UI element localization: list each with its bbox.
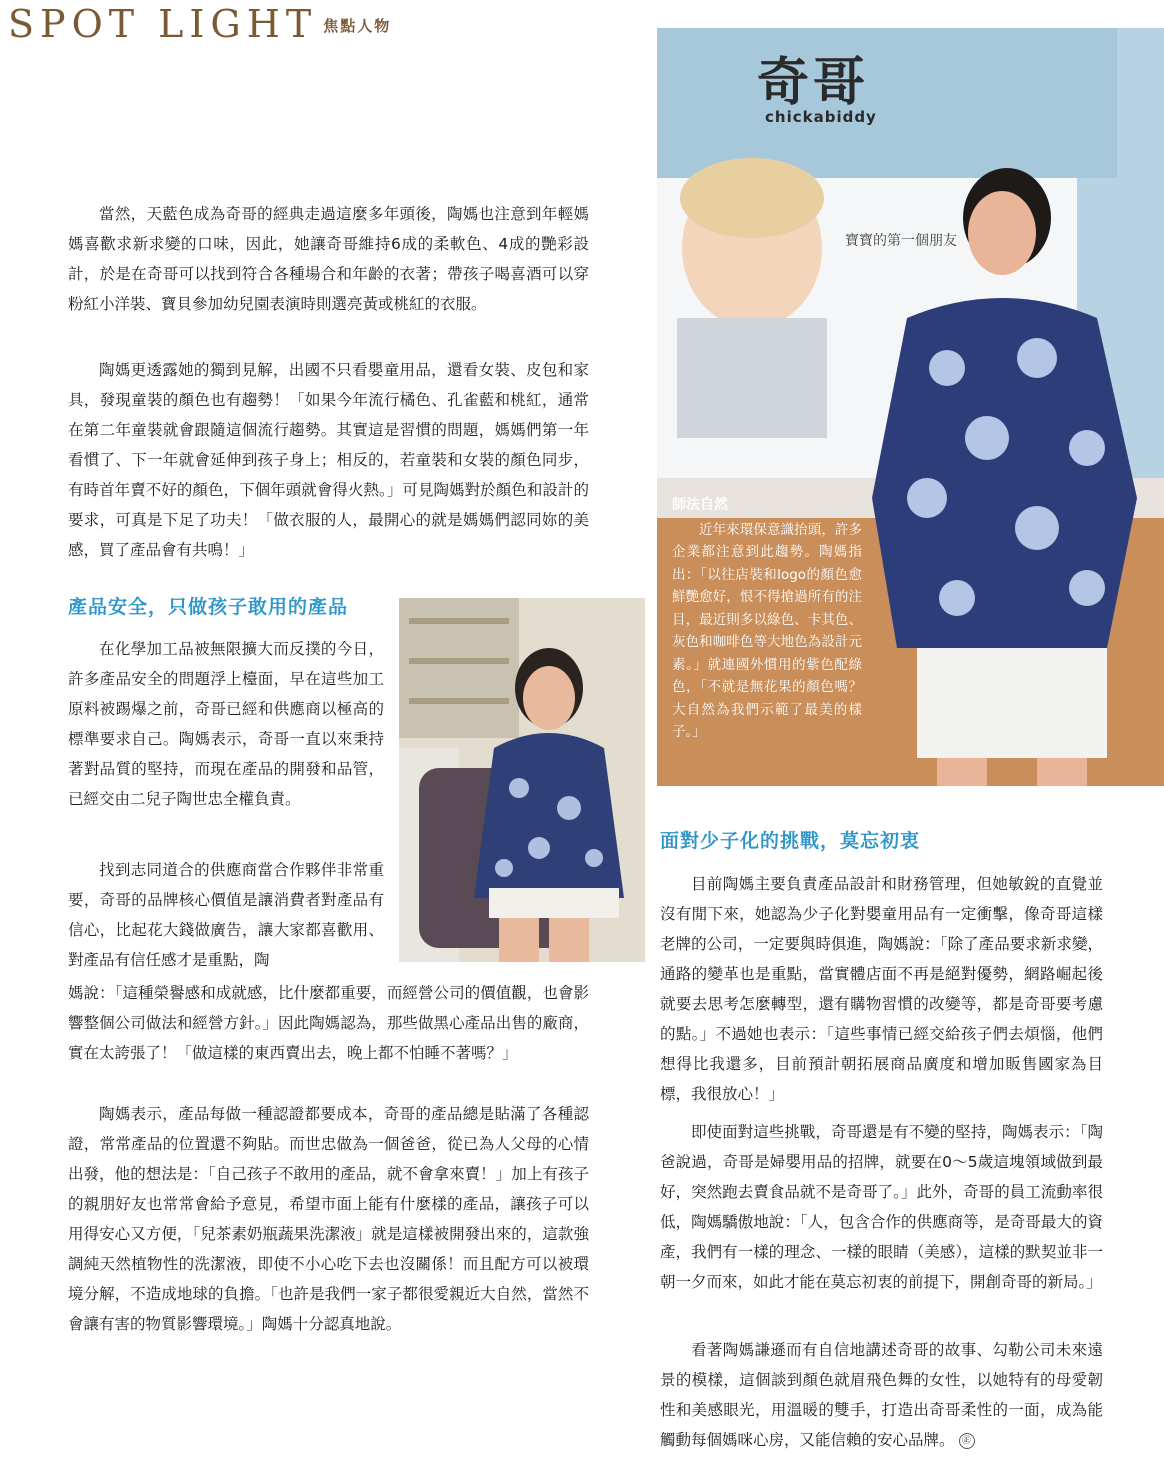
section-heading-safety: 產品安全，只做孩子敢用的產品 [68, 596, 349, 618]
photo-caption [672, 494, 862, 744]
body-paragraph-8 [660, 1335, 1103, 1455]
store-logo-sub: chickabiddy [765, 108, 877, 126]
seated-portrait-image [399, 598, 645, 962]
end-mark-icon: ㊣ [959, 1433, 975, 1449]
body-paragraph-7: 即使面對這些挑戰，奇哥還是有不變的堅持，陶媽表示：「陶爸說過，奇哥是婦嬰用品的招牌，就要在0～5歲這塊領域做到最好，突然跑去賣食品就不是奇哥了。」此外，奇哥的員工流動率很低，陶媽驕傲地說：「人，包含合作的供應商等，是奇哥最大的資產，我們有一樣的理念、一樣的眼睛（美感），這樣的默契並非一朝一夕而來，如此才能在莫忘初衷的前提下，開創奇哥的新局。」 [660, 1123, 1103, 1291]
page-header [8, 4, 391, 44]
section-subtitle: 焦點人物 [323, 17, 392, 35]
body-paragraph-3: 在化學加工品被無限擴大而反撲的今日，許多產品安全的問題浮上檯面，早在這些加工原料被踢爆之前，奇哥已經和供應商以極高的標準要求自己。陶媽表示，奇哥一直以來秉持著對品質的堅持，而現在產品的開發和品管，已經交由二兒子陶世忠全權負責。 [68, 640, 384, 808]
body-paragraph-4-continued: 媽說：「這種榮譽感和成就感，比什麼都重要，而經營公司的價值觀，也會影響整個公司做法和經營方針。」因此陶媽認為，那些做黑心產品出售的廠商，實在太誇張了！「做這樣的東西賣出去，晚上都不怕睡不著嗎？」 [68, 984, 589, 1062]
body-paragraph-2: 陶媽更透露她的獨到見解，出國不只看嬰童用品，還看女裝、皮包和家具，發現童裝的顏色也有趨勢！「如果今年流行橘色、孔雀藍和桃紅，通常在第二年童裝就會跟隨這個流行趨勢。其實這是習慣的問題，媽媽們第一年看慣了、下一年就會延伸到孩子身上；相反的，若童裝和女裝的顏色同步，有時首年賣不好的顏色，下個年頭就會得火熱。」可見陶媽對於顏色和設計的要求，可真是下足了功夫！「做衣服的人，最開心的就是媽媽們認同妳的美感，買了產品會有共鳴！」 [68, 361, 589, 559]
section-heading-challenge: 面對少子化的挑戰，莫忘初衷 [660, 830, 921, 852]
body-paragraph-1: 當然，天藍色成為奇哥的經典走過這麼多年頭後，陶媽也注意到年輕媽媽喜歡求新求變的口味，因此，她讓奇哥維持6成的柔軟色、4成的艷彩設計，於是在奇哥可以找到符合各種場合和年齡的衣著；帶孩子喝喜酒可以穿粉紅小洋裝、寶貝參加幼兒園表演時則選亮黃或桃紅的衣服。 [68, 205, 589, 313]
store-logo: 奇哥 [757, 53, 870, 113]
body-paragraph-5: 陶媽表示，產品每做一種認證都要成本，奇哥的產品總是貼滿了各種認證，常常產品的位置還不夠貼。而世忠做為一個爸爸，從已為人父母的心情出發，他的想法是：「自己孩子不敢用的產品，就不會拿來賣！」加上有孩子的親朋好友也常常會給予意見，希望市面上能有什麼樣的產品，讓孩子可以用得安心又方便，「兒茶素奶瓶蔬果洗潔液」就是這樣被開發出來的，這款強調純天然植物性的洗潔液，即使不小心吃下去也沒關係！而且配方可以被環境分解，不造成地球的負擔。「也許是我們一家子都很愛親近大自然，當然不會讓有害的物質影響環境。」陶媽十分認真地說。 [68, 1105, 589, 1333]
caption-body: 近年來環保意識抬頭，許多企業都注意到此趨勢。陶媽指出：「以往店裝和logo的顏色愈鮮艷愈好，恨不得搶過所有的注目，最近則多以綠色、卡其色、灰色和咖啡色等大地色為設計元素。」就連國外慣用的紫色配綠色，「不就是無花果的顏色嗎？大自然為我們示範了最美的樣子。」 [672, 521, 862, 740]
photo-seated-portrait [399, 598, 645, 962]
body-paragraph-8-text: 看著陶媽謙遜而有自信地講述奇哥的故事、勾勒公司未來遠景的模樣，這個談到顏色就眉飛色舞的女性，以她特有的母愛韌性和美感眼光，用溫暖的雙手，打造出奇哥柔性的一面，成為能觸動每個媽咪心房，又能信賴的安心品牌。 [660, 1341, 1103, 1449]
caption-title: 師法自然 [672, 497, 728, 513]
store-wall-text: 寶寶的第一個朋友 [845, 233, 957, 249]
body-paragraph-4: 找到志同道合的供應商當合作夥伴非常重要，奇哥的品牌核心價值是讓消費者對產品有信心，比起花大錢做廣告，讓大家都喜歡用、對產品有信任感才是重點，陶 [68, 861, 384, 969]
section-title: SPOT LIGHT [8, 2, 318, 46]
body-paragraph-6: 目前陶媽主要負責產品設計和財務管理，但她敏銳的直覺並沒有閒下來，她認為少子化對嬰童用品有一定衝擊，像奇哥這樣老牌的公司，一定要與時俱進，陶媽說：「除了產品要求新求變，通路的變革也是重點，當實體店面不再是絕對優勢，網路崛起後就要去思考怎麼轉型，還有購物習慣的改變等，都是奇哥要考慮的點。」不過她也表示：「這些事情已經交給孩子們去煩惱，他們想得比我還多，目前預計朝拓展商品廣度和增加販售國家為目標，我很放心！」 [660, 875, 1103, 1103]
